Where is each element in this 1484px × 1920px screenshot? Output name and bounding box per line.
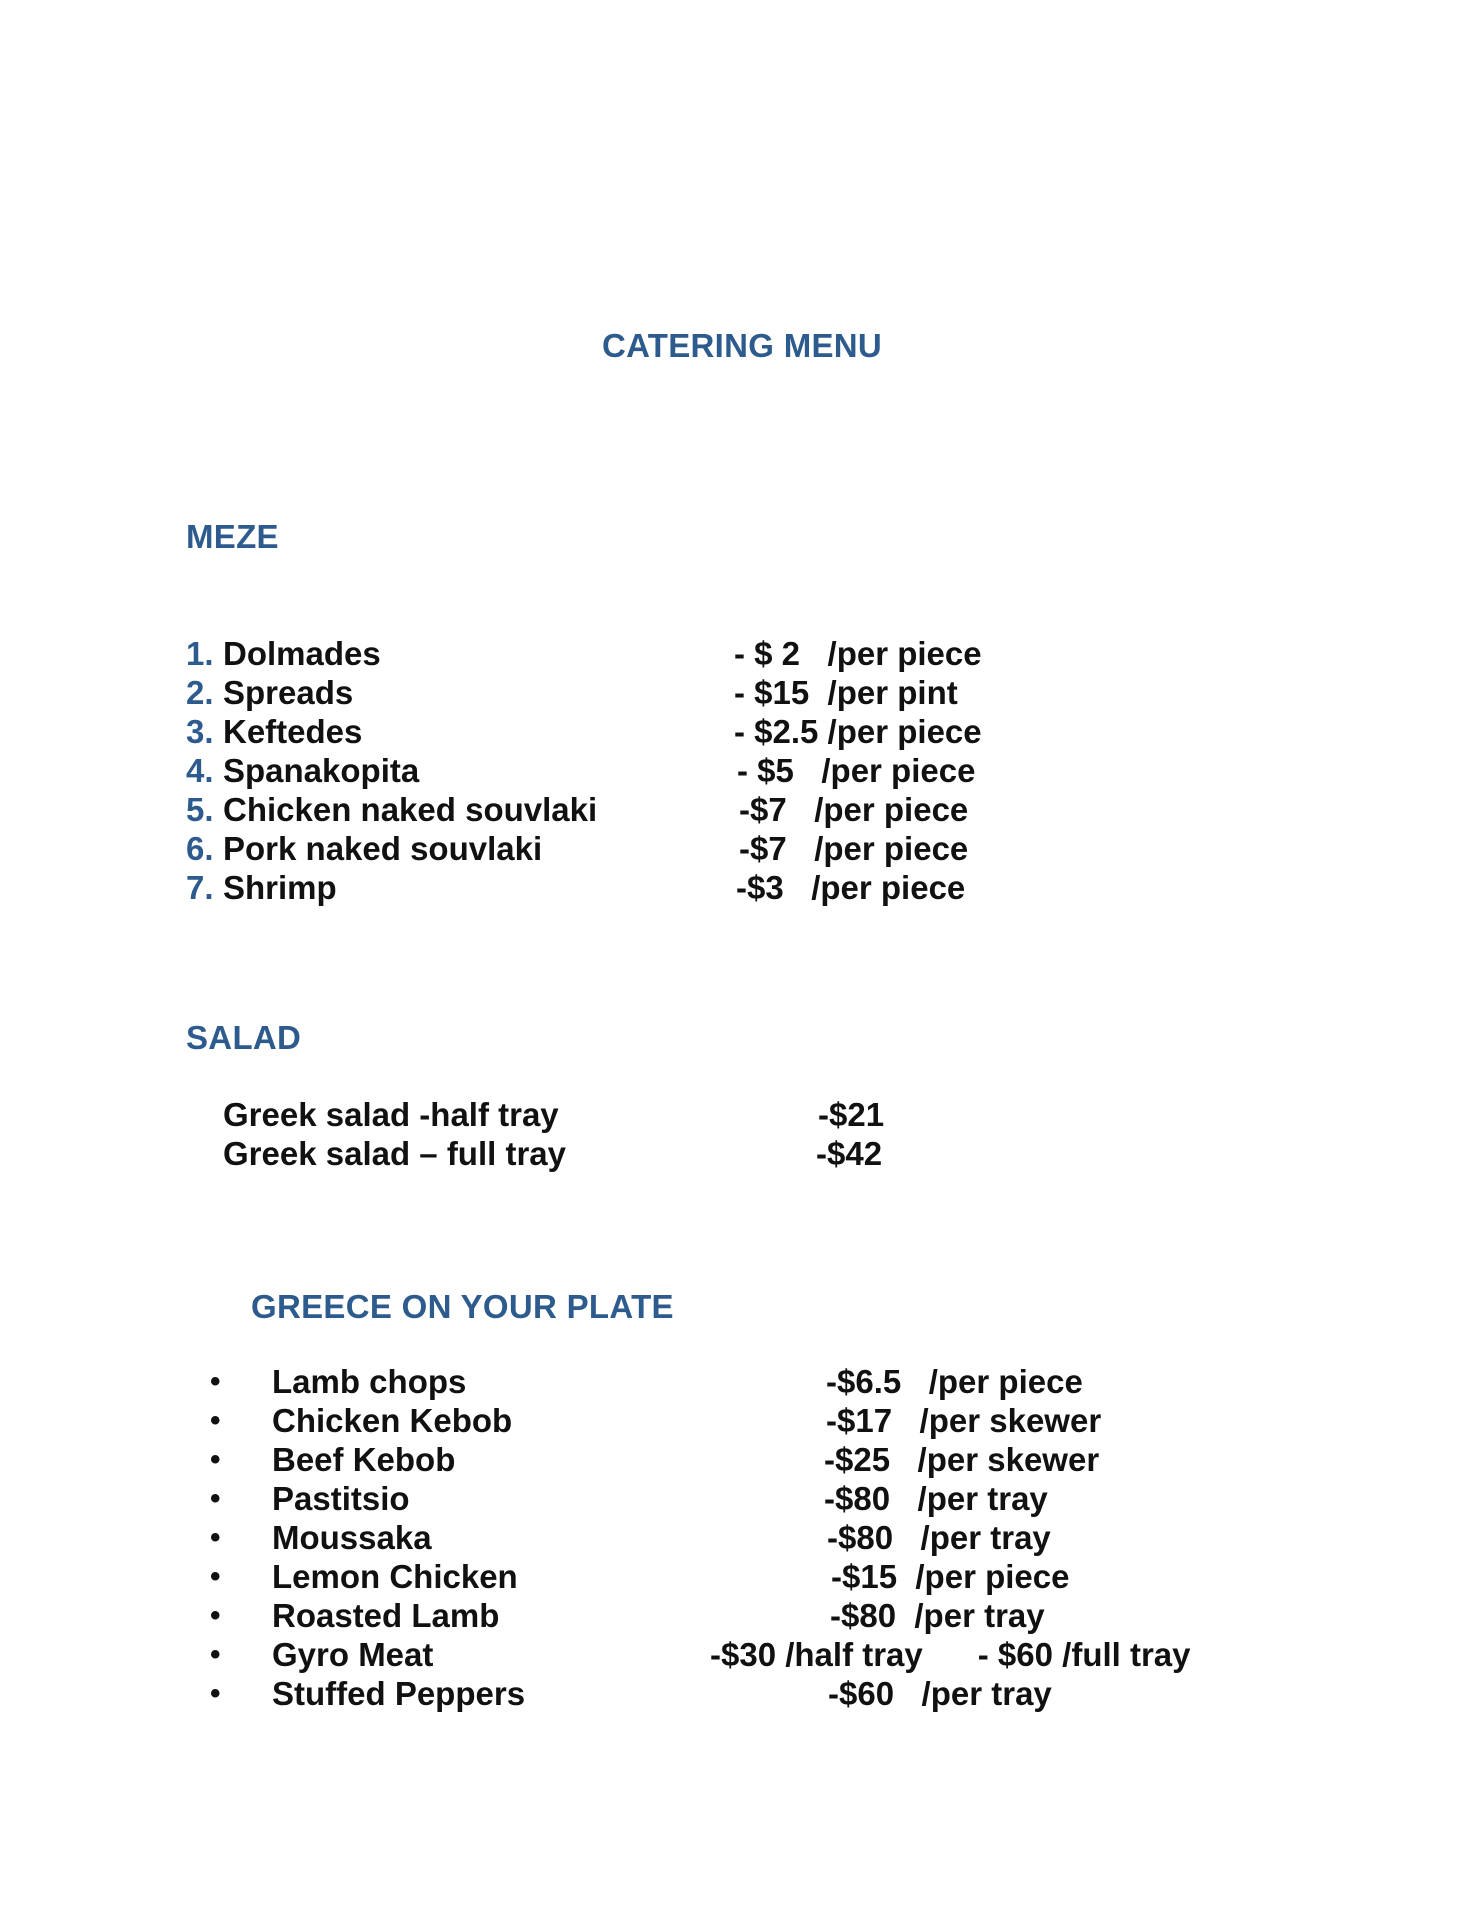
bullet-icon: •: [210, 1521, 221, 1554]
item-number: 3.: [186, 713, 214, 750]
item-name: Chicken naked souvlaki: [223, 791, 598, 828]
item-price: - $ 2 /per piece: [734, 635, 982, 672]
item-number: 4.: [186, 752, 214, 789]
item-number: 5.: [186, 791, 214, 828]
item-price: -$17 /per skewer: [826, 1402, 1102, 1439]
item-number: 2.: [186, 674, 214, 711]
item-name: Pork naked souvlaki: [223, 830, 543, 867]
item-price: - $15 /per pint: [734, 674, 958, 711]
item-number: 6.: [186, 830, 214, 867]
bullet-icon: •: [210, 1560, 221, 1593]
item-name: Shrimp: [223, 869, 337, 906]
item-price: -$6.5 /per piece: [826, 1363, 1083, 1400]
page-title: CATERING MENU: [601, 327, 883, 364]
item-price: - $2.5 /per piece: [734, 713, 982, 750]
meze-heading: MEZE: [186, 518, 279, 555]
bullet-icon: •: [210, 1599, 221, 1632]
item-name: Gyro Meat: [272, 1636, 434, 1673]
salad-heading: SALAD: [186, 1019, 302, 1056]
bullet-icon: •: [210, 1443, 221, 1476]
bullet-icon: •: [210, 1404, 221, 1437]
bullet-icon: •: [210, 1638, 221, 1671]
bullet-icon: •: [210, 1482, 221, 1515]
item-price: -$80 /per tray: [824, 1480, 1048, 1517]
item-price: -$42: [816, 1135, 883, 1172]
item-name: Greek salad – full tray: [223, 1135, 567, 1172]
item-name: Greek salad -half tray: [223, 1096, 559, 1133]
bullet-icon: •: [210, 1677, 221, 1710]
item-number: 7.: [186, 869, 214, 906]
item-name: Stuffed Peppers: [272, 1675, 526, 1712]
item-name: Lemon Chicken: [272, 1558, 518, 1595]
item-name: Keftedes: [223, 713, 363, 750]
item-price: -$7 /per piece: [739, 791, 969, 828]
item-price: -$80 /per tray: [827, 1519, 1051, 1556]
item-price: -$30 /half tray - $60 /full tray: [710, 1636, 1191, 1673]
item-price: -$15 /per piece: [831, 1558, 1070, 1595]
item-name: Pastitsio: [272, 1480, 410, 1517]
item-name: Beef Kebob: [272, 1441, 456, 1478]
item-name: Chicken Kebob: [272, 1402, 513, 1439]
item-name: Spreads: [223, 674, 354, 711]
item-name: Lamb chops: [272, 1363, 467, 1400]
item-name: Roasted Lamb: [272, 1597, 500, 1634]
plate-heading: GREECE ON YOUR PLATE: [251, 1288, 674, 1325]
item-name: Moussaka: [272, 1519, 432, 1556]
item-number: 1.: [186, 635, 214, 672]
bullet-icon: •: [210, 1365, 221, 1398]
item-price: -$60 /per tray: [828, 1675, 1052, 1712]
item-price: -$80 /per tray: [830, 1597, 1045, 1634]
item-price: -$25 /per skewer: [824, 1441, 1100, 1478]
item-name: Spanakopita: [223, 752, 420, 789]
item-price: -$3 /per piece: [736, 869, 966, 906]
item-name: Dolmades: [223, 635, 381, 672]
item-price: - $5 /per piece: [737, 752, 976, 789]
item-price: -$21: [818, 1096, 885, 1133]
item-price: -$7 /per piece: [739, 830, 969, 867]
